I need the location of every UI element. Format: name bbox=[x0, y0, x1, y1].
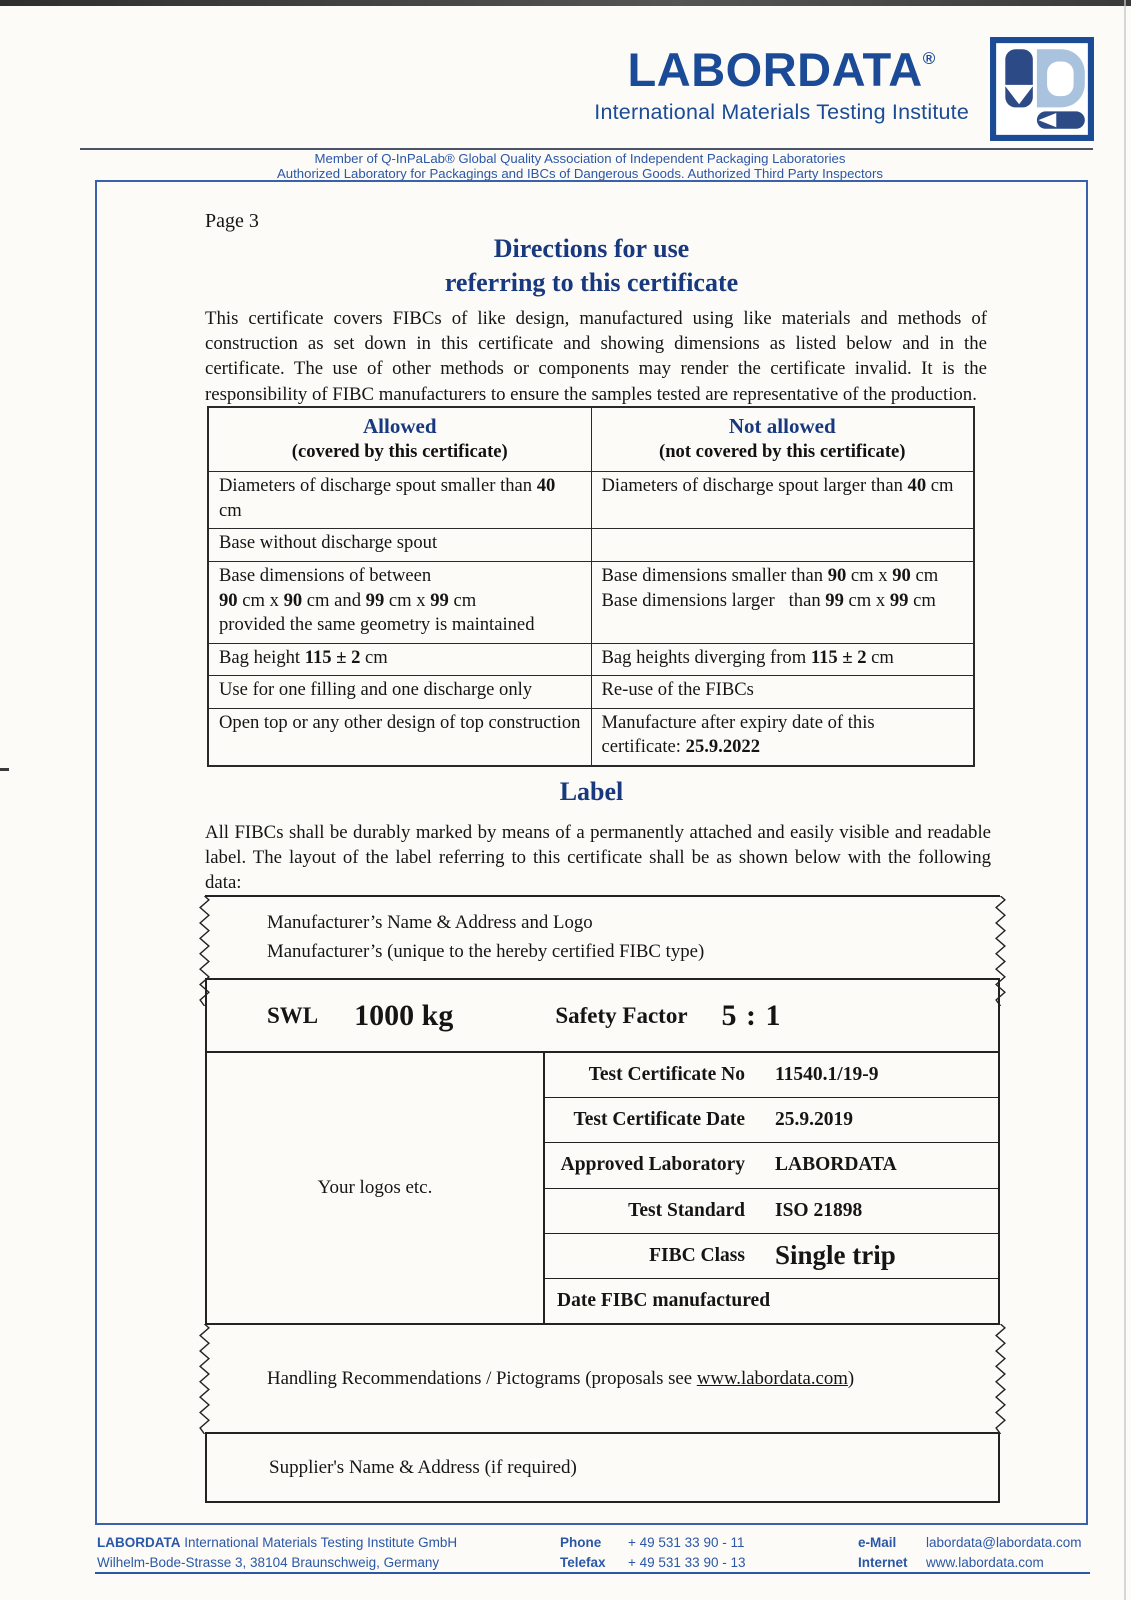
details-section bbox=[205, 1051, 1000, 1325]
member-line-1: Member of Q-InPaLab® Global Quality Association of Independent Packaging Laboratories bbox=[314, 151, 846, 166]
membership-lines bbox=[60, 151, 1100, 182]
scan-edge-top bbox=[0, 0, 1131, 6]
allowed-subheader: (covered by this certificate) bbox=[291, 441, 508, 463]
swl-label: SWL bbox=[267, 1002, 319, 1028]
not-allowed-header: Not allowed bbox=[728, 414, 836, 438]
footer-rule bbox=[95, 1572, 1090, 1574]
scan-edge-right bbox=[1124, 0, 1126, 1600]
allowed-header-cell bbox=[208, 407, 591, 472]
handling-section bbox=[205, 1325, 1000, 1432]
member-line-2: Authorized Laboratory for Packagings and IBCs of Dangerous Goods. Authorized Third Party Inspectors bbox=[277, 166, 883, 182]
email-label: e-Mail bbox=[858, 1535, 897, 1550]
footer-company-line bbox=[97, 1533, 457, 1553]
not-allowed-header-cell bbox=[591, 407, 974, 472]
allowed-cell: Diameters of discharge spout smaller than 40 cm bbox=[208, 472, 591, 529]
supplier-text: Supplier's Name & Address (if required) bbox=[269, 1456, 577, 1478]
footer-contact-block bbox=[858, 1533, 1082, 1572]
brand-text: LABORDATA bbox=[627, 43, 923, 96]
detail-value: 11540.1/19-9 bbox=[775, 1064, 879, 1086]
safety-factor-label: Safety Factor bbox=[555, 1002, 688, 1028]
registered-mark: ® bbox=[922, 49, 936, 68]
logos-placeholder: Your logos etc. bbox=[207, 1053, 545, 1323]
email-value: labordata@labordata.com bbox=[926, 1535, 1082, 1550]
phone-label: Phone bbox=[560, 1535, 602, 1550]
not-allowed-cell bbox=[591, 529, 974, 562]
swl-row bbox=[205, 978, 1000, 1051]
detail-row bbox=[545, 1189, 998, 1234]
scan-artifact-dash bbox=[0, 768, 9, 771]
detail-value: 25.9.2019 bbox=[775, 1109, 853, 1131]
telefax-value: + 49 531 33 90 - 13 bbox=[628, 1554, 746, 1570]
safety-factor-value: 5 : 1 bbox=[721, 998, 782, 1032]
detail-label: Date FIBC manufactured bbox=[557, 1289, 771, 1311]
detail-value: ISO 21898 bbox=[775, 1199, 863, 1221]
allowed-cell: Use for one filling and one discharge only bbox=[208, 676, 591, 709]
labordata-logo-icon bbox=[989, 36, 1095, 142]
page-number: Page 3 bbox=[205, 210, 259, 232]
handling-suffix: ) bbox=[847, 1367, 855, 1389]
detail-value: Single trip bbox=[775, 1240, 896, 1271]
footer-company-rest: International Materials Testing Institute GmbH bbox=[180, 1535, 458, 1550]
not-allowed-subheader: (not covered by this certificate) bbox=[659, 441, 906, 463]
detail-row bbox=[545, 1053, 998, 1098]
detail-row bbox=[545, 1234, 998, 1279]
supplier-section bbox=[205, 1432, 1000, 1503]
phone-value: + 49 531 33 90 - 11 bbox=[628, 1535, 745, 1550]
detail-label: Test Certificate No bbox=[588, 1064, 745, 1086]
table-row bbox=[208, 643, 974, 676]
internet-value: www.labordata.com bbox=[926, 1554, 1044, 1570]
header-rule bbox=[80, 148, 1093, 150]
detail-label: FIBC Class bbox=[649, 1244, 745, 1266]
table-row bbox=[208, 561, 974, 643]
brand-name bbox=[594, 43, 969, 96]
allowed-cell: Bag height 115 ± 2 cm bbox=[208, 643, 591, 676]
not-allowed-cell: Base dimensions smaller than 90 cm x 90 cm Base dimensions larger than 99 cm x 99 cm bbox=[591, 561, 974, 643]
manufacturer-line-2: Manufacturer’s (unique to the hereby certified FIBC type) bbox=[267, 940, 705, 962]
allowed-table-body bbox=[208, 472, 974, 766]
handling-text bbox=[205, 1368, 854, 1390]
manufacturer-line-1: Manufacturer’s Name & Address and Logo bbox=[267, 912, 593, 934]
allowed-cell: Base without discharge spout bbox=[208, 529, 591, 562]
handling-prefix: Handling Recommendations / Pictograms (proposals see bbox=[267, 1367, 697, 1389]
detail-label: Test Standard bbox=[628, 1199, 745, 1221]
intro-paragraph: This certificate covers FIBCs of like design, manufactured using like materials and methods of construction as set down in this certificate and showing dimensions as listed below and in the certificate. The use of other methods or components may render the certificate invalid. It is the responsibility of FIBC manufacturers to ensure the samples tested are representative of the production. bbox=[205, 308, 987, 405]
detail-row bbox=[545, 1279, 998, 1323]
table-row bbox=[208, 472, 974, 529]
footer-company bbox=[97, 1533, 457, 1572]
table-row bbox=[208, 529, 974, 562]
sample-label bbox=[205, 895, 1000, 1503]
manufacturer-section bbox=[205, 895, 1000, 978]
table-row bbox=[208, 708, 974, 766]
footer-company-name: LABORDATA bbox=[97, 1535, 181, 1550]
label-section-heading: Label bbox=[559, 777, 624, 806]
internet-label: Internet bbox=[858, 1554, 908, 1570]
detail-label: Approved Laboratory bbox=[560, 1154, 745, 1176]
page-title bbox=[97, 232, 1086, 300]
brand-subtitle: International Materials Testing Institute bbox=[594, 100, 969, 124]
label-intro-paragraph: All FIBCs shall be durably marked by means of a permanently attached and easily visible and readable label. The layout of the label referring to this certificate shall be as shown below with the following data: bbox=[205, 822, 991, 894]
allowed-cell: Base dimensions of between 90 cm x 90 cm and 99 cm x 99 cm provided the same geometry is maintained bbox=[208, 561, 591, 643]
detail-value: LABORDATA bbox=[775, 1154, 897, 1176]
detail-label: Test Certificate Date bbox=[573, 1109, 745, 1131]
title-line-1: Directions for use bbox=[493, 234, 690, 263]
footer-phone-block bbox=[560, 1533, 745, 1572]
not-allowed-cell: Manufacture after expiry date of this certificate: 25.9.2022 bbox=[591, 708, 974, 766]
handling-link: www.labordata.com bbox=[696, 1367, 848, 1389]
zigzag-edge-left bbox=[199, 1324, 210, 1434]
detail-row bbox=[545, 1143, 998, 1188]
telefax-label: Telefax bbox=[560, 1554, 606, 1570]
label-details bbox=[545, 1053, 998, 1323]
detail-row bbox=[545, 1098, 998, 1143]
not-allowed-cell: Diameters of discharge spout larger than 40 cm bbox=[591, 472, 974, 529]
allowed-header: Allowed bbox=[363, 414, 437, 438]
content-frame bbox=[95, 180, 1088, 1525]
header bbox=[594, 36, 1095, 142]
not-allowed-cell: Re-use of the FIBCs bbox=[591, 676, 974, 709]
brand-block bbox=[594, 43, 969, 125]
title-line-2: referring to this certificate bbox=[444, 267, 739, 297]
not-allowed-cell: Bag heights diverging from 115 ± 2 cm bbox=[591, 643, 974, 676]
allowed-table bbox=[207, 406, 975, 767]
footer-address: Wilhelm-Bode-Strasse 3, 38104 Braunschweig, Germany bbox=[97, 1554, 440, 1570]
table-row bbox=[208, 676, 974, 709]
zigzag-edge-right bbox=[995, 1324, 1006, 1434]
allowed-cell: Open top or any other design of top construction bbox=[208, 708, 591, 766]
swl-value: 1000 kg bbox=[354, 998, 454, 1032]
